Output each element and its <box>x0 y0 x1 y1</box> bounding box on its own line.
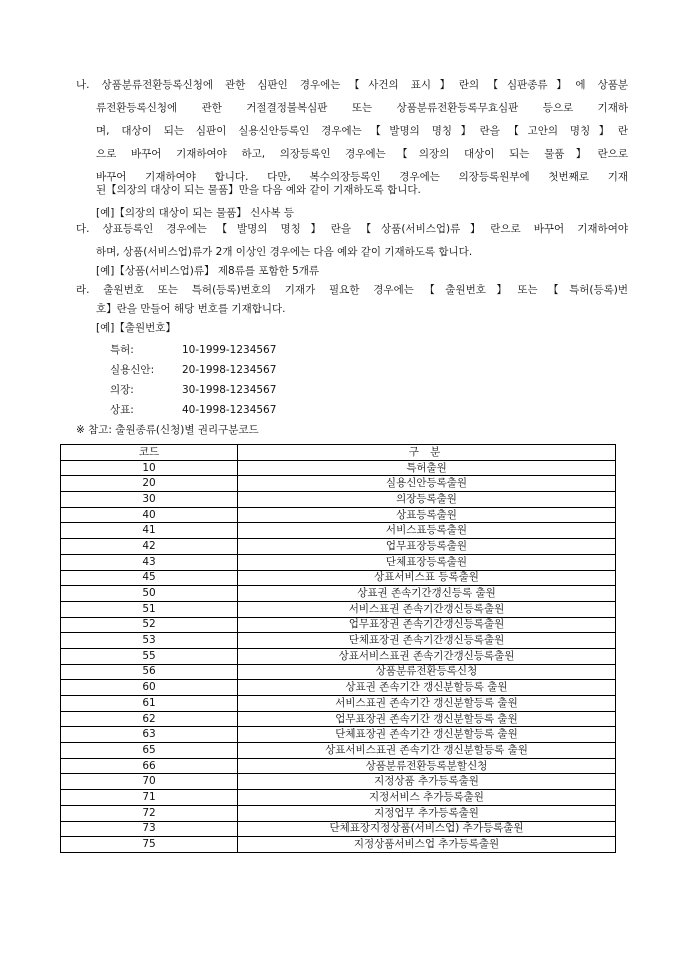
category-cell: 업무표장등록출원 <box>238 539 616 555</box>
example-value: 20-1998-1234567 <box>182 364 277 376</box>
category-cell: 상표서비스표권 존속기간 갱신분할등록 출원 <box>238 743 616 759</box>
table-row <box>61 586 616 602</box>
example-label: 실용신안: <box>110 364 155 376</box>
code-cell: 51 <box>61 601 238 617</box>
category-cell: 단체표장지정상품(서비스업) 추가등록출원 <box>238 821 616 837</box>
section-da-example: [예]【상품(서비스업)류】 제8류를 포함한 5개류 <box>96 265 320 277</box>
section-na-line: 바꾸어 기재하여야 합니다. 다만, 복수의장등록인 경우에는 의장등록원부에 첫번째로 기재 <box>96 171 628 183</box>
code-cell: 42 <box>61 539 238 555</box>
code-cell: 60 <box>61 680 238 696</box>
code-cell: 55 <box>61 648 238 664</box>
table-row <box>61 633 616 649</box>
code-cell: 71 <box>61 790 238 806</box>
table-header-row <box>61 445 616 461</box>
category-cell: 의장등록출원 <box>238 492 616 508</box>
table-row <box>61 805 616 821</box>
code-cell: 41 <box>61 523 238 539</box>
category-cell: 지정서비스 추가등록출원 <box>238 790 616 806</box>
example-value: 40-1998-1234567 <box>182 404 277 416</box>
category-cell: 서비스표권 존속기간 갱신분할등록 출원 <box>238 696 616 712</box>
table-row <box>61 570 616 586</box>
table-row <box>61 507 616 523</box>
table-row <box>61 554 616 570</box>
table-row <box>61 476 616 492</box>
column-header-code: 코드 <box>61 445 238 461</box>
table-row <box>61 821 616 837</box>
code-cell: 45 <box>61 570 238 586</box>
category-cell: 상표등록출원 <box>238 507 616 523</box>
category-cell: 단체표장권 존속기간갱신등록출원 <box>238 633 616 649</box>
category-cell: 상표권 존속기간 갱신분할등록 출원 <box>238 680 616 696</box>
section-na-line: 며, 대상이 되는 심판이 실용신안등록인 경우에는【발명의 명칭】란을【고안의 명칭】란 <box>96 125 628 137</box>
section-na-line: 으로 바꾸어 기재하여야 하고, 의장등록인 경우에는【의장의 대상이 되는 물품】란으로 <box>96 148 628 160</box>
table-row <box>61 758 616 774</box>
table-row <box>61 696 616 712</box>
section-ra-line: 호】란을 만들어 해당 번호를 기재합니다. <box>96 303 286 315</box>
category-cell: 상품분류전환등록분할신청 <box>238 758 616 774</box>
section-da-line: 하며, 상품(서비스업)류가 2개 이상인 경우에는 다음 예와 같이 기재하도록 합니다. <box>96 246 473 258</box>
section-na-line: 나. 상품분류전환등록신청에 관한 심판인 경우에는【사건의 표시】란의【심판종류】에 상품분 <box>76 79 628 91</box>
code-cell: 40 <box>61 507 238 523</box>
category-cell: 상표서비스표권 존속기간갱신등록출원 <box>238 648 616 664</box>
example-label: 상표: <box>110 404 134 416</box>
code-cell: 70 <box>61 774 238 790</box>
application-number-example <box>110 403 276 417</box>
section-da-line: 다. 상표등록인 경우에는【발명의 명칭】란을【상품(서비스업)류】란으로 바꾸어 기재하여야 <box>76 223 628 235</box>
application-number-example <box>110 363 276 377</box>
code-cell: 65 <box>61 743 238 759</box>
table-row <box>61 460 616 476</box>
application-number-example <box>110 343 276 357</box>
table-row <box>61 664 616 680</box>
reference-note: ※ 참고: 출원종류(신청)별 권리구분코드 <box>76 424 259 436</box>
category-cell: 서비스표등록출원 <box>238 523 616 539</box>
category-cell: 단체표장등록출원 <box>238 554 616 570</box>
code-cell: 56 <box>61 664 238 680</box>
section-ra-example: [예]【출원번호】 <box>96 322 176 334</box>
category-cell: 업무표장권 존속기간갱신등록출원 <box>238 617 616 633</box>
category-cell: 업무표장권 존속기간 갱신분할등록 출원 <box>238 711 616 727</box>
example-label: 의장: <box>110 384 134 396</box>
code-cell: 43 <box>61 554 238 570</box>
category-cell: 단체표장권 존속기간 갱신분할등록 출원 <box>238 727 616 743</box>
code-cell: 63 <box>61 727 238 743</box>
section-ra-line: 라. 출원번호 또는 특허(등록)번호의 기재가 필요한 경우에는【출원번호】또는【특허(등록)번 <box>76 284 628 296</box>
category-cell: 상품분류전환등록신청 <box>238 664 616 680</box>
code-cell: 30 <box>61 492 238 508</box>
code-cell: 75 <box>61 837 238 853</box>
table-row <box>61 711 616 727</box>
example-value: 10-1999-1234567 <box>182 344 277 356</box>
code-cell: 52 <box>61 617 238 633</box>
table-row <box>61 539 616 555</box>
section-na-example: [예]【의장의 대상이 되는 물품】 신사복 등 <box>96 207 295 219</box>
category-cell: 서비스표권 존속기간갱신등록출원 <box>238 601 616 617</box>
application-number-example <box>110 383 276 397</box>
code-cell: 66 <box>61 758 238 774</box>
table-row <box>61 774 616 790</box>
table-row <box>61 727 616 743</box>
example-value: 30-1998-1234567 <box>182 384 277 396</box>
example-label: 특허: <box>110 344 134 356</box>
section-na-line: 류전환등록신청에 관한 거절결정불복심판 또는 상품분류전환등록무효심판 등으로 기재하 <box>96 102 628 114</box>
table-row <box>61 601 616 617</box>
section-na-line: 된【의장의 대상이 되는 물품】만을 다음 예와 같이 기재하도록 합니다. <box>96 184 421 196</box>
category-cell: 지정상품 추가등록출원 <box>238 774 616 790</box>
code-cell: 62 <box>61 711 238 727</box>
code-cell: 50 <box>61 586 238 602</box>
table-row <box>61 617 616 633</box>
code-cell: 73 <box>61 821 238 837</box>
code-cell: 53 <box>61 633 238 649</box>
table-row <box>61 680 616 696</box>
table-row <box>61 743 616 759</box>
rights-code-table <box>60 444 616 853</box>
category-cell: 실용신안등록출원 <box>238 476 616 492</box>
code-cell: 72 <box>61 805 238 821</box>
code-cell: 61 <box>61 696 238 712</box>
category-cell: 특허출원 <box>238 460 616 476</box>
category-cell: 지정업무 추가등록출원 <box>238 805 616 821</box>
code-cell: 20 <box>61 476 238 492</box>
category-cell: 지정상품서비스업 추가등록출원 <box>238 837 616 853</box>
category-cell: 상표서비스표 등록출원 <box>238 570 616 586</box>
category-cell: 상표권 존속기간갱신등록 출원 <box>238 586 616 602</box>
table-row <box>61 492 616 508</box>
table-row <box>61 523 616 539</box>
table-row <box>61 790 616 806</box>
table-row <box>61 648 616 664</box>
table-row <box>61 837 616 853</box>
code-cell: 10 <box>61 460 238 476</box>
column-header-category: 구 분 <box>238 445 616 461</box>
